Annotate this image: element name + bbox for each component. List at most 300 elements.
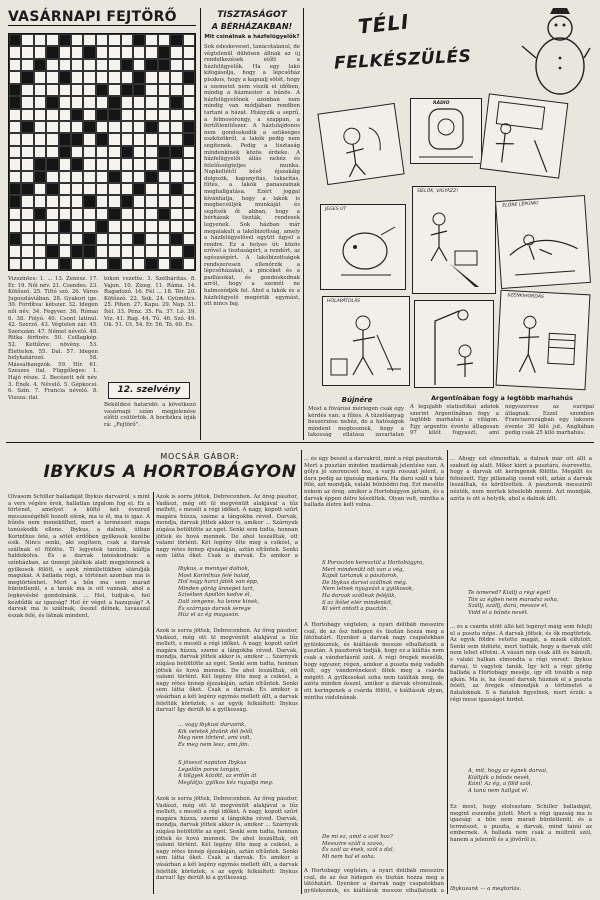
- crossword-cell: [9, 46, 21, 58]
- crossword-cell: [121, 195, 133, 207]
- crossword-cell: [34, 96, 46, 108]
- crossword-cell: [108, 220, 120, 232]
- crossword-cell: [108, 84, 120, 96]
- crossword-cell: [83, 46, 95, 58]
- crossword-cell: [108, 258, 120, 270]
- crossword-cell: [121, 171, 133, 183]
- ibykus-column-1: Olvasom Schiller balladáját Ibykus darvairól, s mint a vers végére érek, hallatlan izgalom fog el. Ez a történet, amelyet a költő két évezred messzeségéből hozott elénk, ma is él, ma is igaz. A bűnös nem menekülhet, mert a természet maga tanúskodik ellene. Ibykus, a dalnok, útban Korinthus felé, a sötét erdőben gyilkosok kezébe esik. Nincs senki, aki segítsen, csak a darvak szállnak el fölötte. Ti legyetek tanúim, kiáltja haldokolva. És a darvak tanúskodnak: a színházban, az ünnepi játékok alatt megjelennek a gyilkosok fölött, s azok rémületükben elárulják magukat. A ballada régi, a történet azonban ma is megtörténhet. Mert a bűn ma sem marad büntetlenül, s a tanúk ma is ott vannak, ahol a legkevésbé gondolnánk. ... Hol, tudjuk-e, hol kezdődik az igazság? Hol ér véget a hazugság? A darvak ma is szállnak, ősszel délnek, tavasszal észak felé, és látnak mindent.: [8, 494, 150, 619]
- crossword-coupon-number: 12. szelvény: [108, 382, 190, 399]
- crossword-cell: [83, 158, 95, 170]
- crossword-cell: [170, 158, 182, 170]
- crossword-cell: [170, 171, 182, 183]
- crossword-cell: [46, 146, 58, 158]
- crossword-cell: [145, 34, 157, 46]
- crossword-cell: [59, 158, 71, 170]
- crossword-cell: [145, 208, 157, 220]
- crossword-coupon-text: Beküldési határidő: a következő vasárnapi szám megjelenése előtti csütörtök. A borítékra írják rá: „Fejtörő”.: [104, 402, 196, 428]
- snowman-illustration: [520, 8, 592, 104]
- crossword-cell: [133, 34, 145, 46]
- ibykus-poem-4: S Poroszlón keresztül a Hortobágyra, Mert mindenütt ott van a vég, Kapát tartanak a pásztorok, De Ibykus darvai szállnak még. Nem lelnek nyugvást a gyilkosok, Ha darvak szállnak feléjük, S az ítélet elér mindenkit, Ki vért ontott a pusztán.: [322, 560, 425, 613]
- crossword-cell: [170, 245, 182, 257]
- crossword-cell: [34, 258, 46, 270]
- crossword-cell: [121, 220, 133, 232]
- crossword-cell: [96, 133, 108, 145]
- crossword-cell: [170, 59, 182, 71]
- crossword-cell: [121, 71, 133, 83]
- crossword-cell: [158, 59, 170, 71]
- crossword-cell: [108, 195, 120, 207]
- crossword-cell: [96, 109, 108, 121]
- crossword-cell: [21, 46, 33, 58]
- crossword-cell: [71, 84, 83, 96]
- crossword-cell: [108, 133, 120, 145]
- crossword-cell: [183, 208, 195, 220]
- crossword-cell: [46, 46, 58, 58]
- crossword-cell: [183, 158, 195, 170]
- crossword-cell: [59, 258, 71, 270]
- column-divider: [303, 8, 304, 440]
- cleanliness-headline-2: A BÉRHÁZAKBAN!: [211, 22, 293, 31]
- crossword-cell: [183, 220, 195, 232]
- crossword-cell: [34, 220, 46, 232]
- crossword-grid: [8, 33, 196, 271]
- ibykus-column-3: ... és úgy beszél a darvakról, mint a régi pásztorok. Mert a pusztán minden madárnak jelentése van. A gólya jó szerencsét hoz, a varjú rosszat jelent, a daru pedig az igazság madara. Ha daru száll a ház fölé, azt mondják, valaki bűnhődni fog. Ezt mesélte nekem az öreg, amikor a Hortobágyon jártam, és a darvak éppen délre készültek. Olyan volt, mintha a ballada életre kelt volna.: [304, 456, 444, 509]
- crossword-clues-left: Vízszintes: 1. ... 13. Zenész. 17. Ér. 19. Női név. 21. Csendes. 23. Kötőszó. 25. Tiltó szó. 26. Város Jugoszláviában. 28. Gyakori ige. 30. Fordítva: kétszer. 32. Idegen női név. 34. Fegyver. 36. Római 6. 38. Folyó. 40. Csont latinul. 42. Szerző. 43. Végtelen zár. 45. Szerszám. 47. Német névelő. 48. Ritka férfinév. 50. Csillagkép. 52. Kettőzve: növény. 53. Élettelen. 55. Dal. 57. Idegen helyhatározó. 58. Mássalhangzók. 59. Hír. 61. Szeszes ital. Függőleges: 1. Hajó része. 2. Becézett női név. 3. Ének. 4. Névelő. 5. Gépkocsi. 6. Szín. 7. Francia névelő. 8. Vissza: ital.: [8, 276, 98, 401]
- crossword-cell: [83, 183, 95, 195]
- crossword-cell: [83, 171, 95, 183]
- crossword-cell: [145, 171, 157, 183]
- crossword-cell: [71, 121, 83, 133]
- crossword-cell: [108, 146, 120, 158]
- crossword-cell: [108, 233, 120, 245]
- crossword-cell: [96, 245, 108, 257]
- ibykus-poem-3: S jöveszt napúton Ibykus Legelőin poros tanyán, A tölgyek között, az erdőn át Meglátja: gyilkos kéz ragadja meg.: [178, 760, 274, 786]
- crossword-cell: [21, 245, 33, 257]
- crossword-cell: [83, 258, 95, 270]
- crossword-cell: [9, 158, 21, 170]
- crossword-cell: [108, 59, 120, 71]
- ibykus-poem-7: A, mit, hogy az égnek darvai, Kiáltják a bűnös nevét, Káni! Az ég, a föld szól, A tanú nem hallgat el.: [468, 768, 548, 794]
- crossword-cell: [170, 121, 182, 133]
- crossword-cell: [46, 195, 58, 207]
- crossword-cell: [158, 71, 170, 83]
- crossword-cell: [96, 59, 108, 71]
- crossword-cell: [9, 59, 21, 71]
- winter-title-line-2: FELKÉSZÜLÉS: [333, 46, 472, 74]
- crossword-cell: [96, 258, 108, 270]
- crossword-cell: [183, 121, 195, 133]
- coal-cartoon: [496, 290, 591, 391]
- crossword-cell: [121, 183, 133, 195]
- winter-title-line-1: TÉLI: [356, 9, 411, 39]
- crossword-cell: [170, 96, 182, 108]
- crossword-cell: [83, 96, 95, 108]
- ibykus-column-2c: Azok is sorra jöttek, Debrecenben. Az öreg pásztor, Vadászi, még ott ül megvénült alakjával a tűz mellett, s meséli a régi időket. A nagy, kopott szűrt magára húzza, szeme a lángokba réved. Darvak, mondja, darvak jöttek akkor is, amikor ... Szárnyuk zúgása betöltötte az eget. Senki sem tudta, honnan jöttek és hová mennek. De ahol leszálltak, ott valami történt. Két legény ölte meg a csikóst, a nagy rétes ünnep éjszakáján, aztán eltűntek. Senki sem látta őket. Csak a darvak. És amikor a vásárban a két legény egymás mellett állt, a darvak felettük köröztek, s az egyik felkiáltott: Ibykus darvai! Így derült ki a gyilkosság.: [156, 796, 298, 882]
- crossword-cell: [133, 158, 145, 170]
- crossword-cell: [121, 84, 133, 96]
- ibykus-poem-6: Te ismered? Kiáltj a régi eget! Tán az égben nem maradsz soha, Szállj, szállj, darú, messze el, Vidd el a bűnös nevét.: [468, 590, 559, 616]
- crossword-cell: [21, 133, 33, 145]
- crossword-cell: [9, 183, 21, 195]
- crossword-cell: [21, 183, 33, 195]
- crossword-cell: [108, 183, 120, 195]
- crossword-cell: [21, 195, 33, 207]
- crossword-cell: [121, 245, 133, 257]
- crossword-cell: [183, 34, 195, 46]
- crossword-cell: [158, 34, 170, 46]
- cleanliness-body: Sok édeskeveset, tanácstalanul, de végtelenül dühösen állnak az új rendelkezések előtt a házfelügyelők. Ha egy lakó kifogásolja, hogy a lépcsőház piszkos, hogy a kapualj sötét, hogy a szemetet nem viszik el időben, mindig a házmester a bűnös. A házfelügyelőnek azonban nem mindig van módjában rendben tartani a házat. Hiányzik a seprű, a felmosórongy, a szappan, a fertőtlenítőszer. A háztulajdonos nem gondoskodik a szükséges eszközökről, a lakók pedig nem segítenek. Pedig a tisztaság mindenkinek közös érdeke. A házfelügyelői állás nehéz és felelősségteljes munka. Napkeltétől késő éjszakáig dolgozik, kapunyitás, takarítás, fűtés, a lakók panaszainak meghallgatása. Ezért joggal kívánhatja, hogy a lakók is megbecsüljék munkáját és segítsék őt abban, hogy a bérházak tiszták, rendesek legyenek. Sok házban már megalakult a lakóbizottság, amely a házfelügyelővel együtt ügyel a rendre. Ez a helyes út: közös erővel a tisztaságért, a rendért, az egészségért. A lakóbizottságok rendszeresen ellenőrzik a lépcsőházakat, a pincéket és a padlásokat, és gondoskodnak arról, hogy a szemét ne halmozódjék fel. Ahol a lakók és a házfelügyelő megértik egymást, ott nincs baj.: [204, 44, 300, 308]
- crossword-cell: [145, 220, 157, 232]
- crossword-cell: [121, 146, 133, 158]
- crossword-cell: [121, 96, 133, 108]
- crossword-cell: [121, 258, 133, 270]
- ibykus-column-3c: A Hortobágy végtelen, a nyári délibáb messzire csal, de az ősz hidegen és tisztán hozza meg a látóhatárt. Ilyenkor a darvak nagy csapatokban gyülekeznek, és kiáltásuk messze elhallatszik a: [304, 868, 444, 894]
- crossword-cell: [133, 195, 145, 207]
- crossword-cell: [133, 84, 145, 96]
- crossword-cell: [183, 245, 195, 257]
- crossword-cell: [170, 183, 182, 195]
- short-note-title: Bújnére: [341, 396, 373, 404]
- ibykus-column-3b: A Hortobágy végtelen, a nyári délibáb messzire csal, de az ősz hidegen és tisztán hozza meg a látóhatárt. Ilyenkor a darvak nagy csapatokban gyülekeznek, és kiáltásuk messze elhallatszik a pusztán. A pásztorok tudják, hogy ez a kiáltás nem csak a vándorlásról szól. A régi öregek mesélik, hogy egyszer, régen, amikor a puszta még vadabb volt, egy vándorénekest öltek meg a csárda mögött. A gyilkosokat soha nem találták meg, de azóta minden ősszel, amikor a darvak elvonulnak, ott keringenek a csárda fölött, s kiáltásuk olyan, mintha vádolnának.: [304, 622, 444, 701]
- crossword-cell: [34, 109, 46, 121]
- crossword-cell: [183, 133, 195, 145]
- crossword-cell: [170, 195, 182, 207]
- crossword-cell: [158, 258, 170, 270]
- crossword-cell: [96, 208, 108, 220]
- crossword-cell: [145, 183, 157, 195]
- crossword-cell: [108, 96, 120, 108]
- crossword-cell: [21, 171, 33, 183]
- crossword-cell: [170, 233, 182, 245]
- crossword-cell: [34, 146, 46, 158]
- crossword-cell: [21, 208, 33, 220]
- crossword-cell: [59, 34, 71, 46]
- crossword-cell: [59, 109, 71, 121]
- crossword-cell: [59, 171, 71, 183]
- crossword-cell: [108, 158, 120, 170]
- ice-road-cartoon: [320, 204, 406, 290]
- crossword-cell: [133, 233, 145, 245]
- cleanliness-subtitle: Mit csinálnak a házfelügyelők?: [204, 34, 300, 40]
- crossword-cell: [183, 71, 195, 83]
- crossword-cell: [46, 233, 58, 245]
- crossword-cell: [121, 121, 133, 133]
- crossword-cell: [170, 71, 182, 83]
- crossword-cell: [133, 171, 145, 183]
- crossword-cell: [71, 171, 83, 183]
- sweeping-cartoon: [322, 296, 410, 386]
- crossword-cell: [170, 109, 182, 121]
- crossword-cell: [9, 121, 21, 133]
- crossword-cell: [158, 171, 170, 183]
- crossword-cell: [71, 146, 83, 158]
- ibykus-title: IBYKUS A HORTOBÁGYON: [43, 462, 297, 482]
- crossword-cell: [59, 146, 71, 158]
- crossword-cell: [71, 195, 83, 207]
- crossword-cell: [133, 208, 145, 220]
- crossword-cell: [83, 146, 95, 158]
- crossword-cell: [71, 71, 83, 83]
- crossword-cell: [21, 71, 33, 83]
- short-note-body: Most a fővárosi mérlegen csak egy kérdés van: a fűtés. A tüzelőanyag beszerzése nehéz, de a hatóságok mindent megtesznek, hogy a lakosság ellátása zavartalan: [308, 406, 404, 438]
- crossword-cell: [183, 195, 195, 207]
- sled-cartoon: [495, 195, 591, 289]
- crossword-cell: [34, 183, 46, 195]
- crossword-cell: [9, 84, 21, 96]
- crossword-cell: [158, 233, 170, 245]
- crossword-cell: [183, 59, 195, 71]
- ibykus-column-2: Azok is sorra jöttek, Debrecenben. Az öreg pásztor, Vadászi, még ott ül megvénült alakjával a tűz mellett, s meséli a régi időket. A nagy, kopott szűrt magára húzza, szeme a lángokba réved. Darvak, mondja, darvak jöttek akkor is, amikor ... Szárnyuk zúgása betöltötte az eget. Senki sem tudta, honnan jöttek és hová mennek. De ahol leszálltak, ott valami történt. Két legény ölte meg a csikóst, a nagy rétes ünnep éjszakáján, aztán eltűntek. Senki sem látta őket. Csak a darvak. És amikor a: [156, 494, 298, 558]
- crossword-cell: [9, 195, 21, 207]
- crossword-cell: [158, 96, 170, 108]
- crossword-cell: [145, 109, 157, 121]
- crossword-cell: [9, 71, 21, 83]
- crossword-cell: [34, 46, 46, 58]
- crossword-cell: [83, 195, 95, 207]
- crossword-cell: [9, 233, 21, 245]
- crossword-cell: [133, 245, 145, 257]
- crossword-cell: [133, 109, 145, 121]
- crossword-cell: [59, 71, 71, 83]
- crossword-cell: [145, 146, 157, 158]
- crossword-cell: [108, 109, 120, 121]
- crossword-cell: [46, 220, 58, 232]
- crossword-cell: [71, 245, 83, 257]
- crossword-cell: [183, 183, 195, 195]
- crossword-cell: [34, 84, 46, 96]
- crossword-cell: [158, 195, 170, 207]
- crossword-cell: [96, 220, 108, 232]
- sled-caption: ELŐRE LÉPÜNK!: [502, 201, 540, 209]
- radio-cartoon: [410, 98, 482, 164]
- crossword-cell: [96, 71, 108, 83]
- crossword-cell: [9, 146, 21, 158]
- crossword-cell: [183, 84, 195, 96]
- crossword-cell: [34, 245, 46, 257]
- crossword-cell: [46, 59, 58, 71]
- ibykus-poem-1: Ibykus, a mennyei dalnok, Most Korinthus felé halad, Hol nagy harci játék van épp, Minden görög ünnepet tart, Szívében Apollón kedve él, Dalt zengene, ha lenne kinek, És szárnyas darvak serege Húz el az ég magasán.: [178, 566, 260, 619]
- crossword-cell: [145, 133, 157, 145]
- crossword-cell: [83, 245, 95, 257]
- crossword-cell: [71, 220, 83, 232]
- crossword-cell: [46, 158, 58, 170]
- crossword-cell: [34, 121, 46, 133]
- crossword-cell: [46, 71, 58, 83]
- ibykus-author: MOCSÁR GÁBOR:: [160, 452, 240, 461]
- crossword-cell: [59, 208, 71, 220]
- crossword-cell: [9, 171, 21, 183]
- crossword-cell: [59, 220, 71, 232]
- crossword-cell: [145, 258, 157, 270]
- crossword-cell: [108, 171, 120, 183]
- crossword-cell: [133, 96, 145, 108]
- crossword-cell: [158, 208, 170, 220]
- crossword-cell: [145, 158, 157, 170]
- crossword-cell: [158, 146, 170, 158]
- crossword-cell: [183, 109, 195, 121]
- crossword-cell: [34, 208, 46, 220]
- crossword-cell: [183, 258, 195, 270]
- crossword-cell: [96, 96, 108, 108]
- crossword-cell: [121, 133, 133, 145]
- crossword-cell: [71, 233, 83, 245]
- crossword-cell: [46, 133, 58, 145]
- crossword-cell: [96, 158, 108, 170]
- crossword-cell: [145, 46, 157, 58]
- crossword-cell: [133, 220, 145, 232]
- ibykus-column-2b: Azok is sorra jöttek, Debrecenben. Az öreg pásztor, Vadászi, még ott ül megvénült alakjával a tűz mellett, s meséli a régi időket. A nagy, kopott szűrt magára húzza, szeme a lángokba réved. Darvak, mondja, darvak jöttek akkor is, amikor ... Szárnyuk zúgása betöltötte az eget. Senki sem tudta, honnan jöttek és hová mennek. De ahol leszálltak, ott valami történt. Két legény ölte meg a csikóst, a nagy rétes ünnep éjszakáján, aztán eltűntek. Senki sem látta őket. Csak a darvak. És amikor a vásárban a két legény egymás mellett állt, a darvak felettük köröztek, s az egyik felkiáltott: Ibykus darvai! Így derült ki a gyilkosság.: [156, 628, 298, 714]
- crossword-cell: [170, 208, 182, 220]
- skier-caption: SÍELŐK, VIGYÁZZ!: [417, 189, 459, 194]
- crossword-cell: [9, 109, 21, 121]
- crossword-cell: [108, 46, 120, 58]
- crossword-cell: [59, 121, 71, 133]
- crossword-cell: [96, 34, 108, 46]
- crossword-cell: [83, 34, 95, 46]
- crossword-cell: [71, 34, 83, 46]
- argentina-body: A legújabb statisztikai adatok szerint Argentínában fogy a legtöbb marhahús a világon. Egy argentin évente átlagosan 97 kilót fogyaszt, ami négyszerese az európai átlagnak. Ezzel szemben Franciaországban egy lakosra évente 30 kiló jut, Angliában pedig csak 25 kiló marhahús.: [410, 404, 594, 437]
- crossword-cell: [170, 146, 182, 158]
- crossword-cell: [145, 121, 157, 133]
- crossword-cell: [71, 208, 83, 220]
- crossword-title: VASÁRNAPI FEJTÖRŐ: [8, 9, 196, 26]
- crossword-cell: [9, 208, 21, 220]
- crossword-cell: [9, 133, 21, 145]
- snowfall-cartoon: [317, 103, 404, 185]
- crossword-cell: [71, 96, 83, 108]
- crossword-cell: [158, 245, 170, 257]
- crossword-cell: [170, 46, 182, 58]
- crossword-cell: [170, 220, 182, 232]
- column-divider: [301, 450, 302, 894]
- crossword-cell: [170, 258, 182, 270]
- ibykus-poem-5: De mi ez, amit a szél hoz? Messzire száll a szava, És szól az ének, szól a dal, Mi nem hal el soha.: [322, 834, 395, 860]
- crossword-cell: [96, 171, 108, 183]
- crossword-cell: [121, 46, 133, 58]
- crossword-cell: [158, 121, 170, 133]
- ibykus-column-4b: ... és a csárda előtt álló két legényt máig sem felejti el a puszta népe. A darvak jöttek, és ők megtörtek. Az egyik földre vetette magát, a másik elfutott. Senki sem üldözte, mert tudták, hogy a darvak elől nem lehet elfutni. A vásári nép csak állt és bámult, s valaki halkan elmondta a régi verset: Ibykus darvai, ti vagytok tanúk. Így lett a régi görög ballada a Hortobágy meséje, így élt tovább a nép ajkán. Ma is, ha ősszel darvak húznak el a puszta felett, az öregek elmondják a történetet a fiataloknak. S a fiatalok figyelnek, mert érzik: a régi mese igazságot hirdet.: [450, 624, 592, 703]
- crossword-cell: [145, 59, 157, 71]
- ibykus-column-4c: Ez most, hogy elolvastam Schiller balladáját, megint eszembe jutott. Mert a régi igazság ma is igazság: a bűn nem marad büntetlenül, és a természet, a puszta, a darvak, mind tanúi az embernek. A ballada nem csak a múltról szól, hanem a jelenről és a jövőről is.: [450, 804, 592, 843]
- crossword-cell: [158, 84, 170, 96]
- column-divider: [153, 492, 154, 894]
- crossword-cell: [108, 245, 120, 257]
- crossword-cell: [96, 183, 108, 195]
- ice-road-caption: JEGES ÚT: [325, 207, 347, 212]
- crossword-cell: [121, 34, 133, 46]
- crossword-cell: [83, 84, 95, 96]
- crossword-cell: [46, 208, 58, 220]
- crossword-cell: [59, 245, 71, 257]
- crossword-cell: [83, 220, 95, 232]
- ibykus-signoff: Ibykusunk — a megtorlás.: [450, 886, 522, 892]
- crossword-cell: [133, 46, 145, 58]
- crossword-cell: [71, 46, 83, 58]
- crossword-cell: [9, 96, 21, 108]
- crossword-cell: [71, 258, 83, 270]
- crossword-cell: [83, 109, 95, 121]
- radio-sign: RÁDIÓ: [433, 101, 450, 106]
- crossword-cell: [145, 84, 157, 96]
- crossword-cell: [21, 258, 33, 270]
- crossword-cell: [121, 109, 133, 121]
- crossword-cell: [158, 46, 170, 58]
- crossword-cell: [34, 233, 46, 245]
- crossword-cell: [34, 133, 46, 145]
- crossword-cell: [59, 59, 71, 71]
- coal-caption: SZÉNKIHORDÁS: [507, 293, 544, 300]
- crossword-cell: [46, 183, 58, 195]
- crossword-cell: [59, 195, 71, 207]
- crossword-cell: [46, 109, 58, 121]
- crossword-cell: [96, 195, 108, 207]
- crossword-cell: [9, 34, 21, 46]
- crossword-cell: [83, 59, 95, 71]
- crossword-cell: [34, 34, 46, 46]
- crossword-cell: [59, 46, 71, 58]
- crossword-cell: [133, 59, 145, 71]
- crossword-cell: [9, 220, 21, 232]
- crossword-cell: [9, 245, 21, 257]
- crossword-clues-right: tókon vezette. 3. Szélhárítás. 8. Vajon. 10. Zizeg. 11. Ráma. 14. Ragadozó. 16. Fél ... 18. Tér. 20. Kötőszó. 22. Sok. 24. Gyümölcs. 25. Pihen. 27. Kapu. 29. Nap. 31. Ítél. 33. Pénz. 35. Fa. 37. Ló. 39. Víz. 41. Rag. 44. Tű. 46. Szó. 49. Ok. 51. Út. 54. Ér. 56. Tó. 60. Es.: [104, 276, 196, 329]
- sweeping-caption: HÓLAPÁTOLÁS: [327, 299, 361, 304]
- crossword-cell: [108, 208, 120, 220]
- crossword-cell: [121, 59, 133, 71]
- column-divider: [200, 8, 201, 440]
- crossword-cell: [145, 96, 157, 108]
- crossword-cell: [21, 59, 33, 71]
- crossword-cell: [183, 46, 195, 58]
- ibykus-column-4: ... Ahogy ezt elmondták, a dalnok már ott állt a szabad ég alatt. Mikor kiért a pusztára, észrevette, hogy a darvak ott keringenek fölötte. Megállt és felnézett. Egy pillanatig csend volt, aztán a darvak leszálltak, és körülvették. A pásztorok messziről nézték, nem mertek közelebb menni. Azt mondják, azóta is ott a helyük, ahol a dalnok állt.: [450, 456, 592, 502]
- crossword-cell: [46, 245, 58, 257]
- section-divider: [6, 442, 594, 443]
- crossword-cell: [21, 233, 33, 245]
- crossword-cell: [158, 183, 170, 195]
- cleanliness-headline-1: TISZTASÁGOT: [217, 10, 287, 20]
- crossword-cell: [133, 133, 145, 145]
- crossword-cell: [170, 84, 182, 96]
- crossword-cell: [108, 71, 120, 83]
- crossword-cell: [158, 133, 170, 145]
- crossword-cell: [21, 146, 33, 158]
- crossword-cell: [170, 34, 182, 46]
- crossword-cell: [34, 195, 46, 207]
- skier-cartoon: [412, 186, 496, 294]
- crossword-cell: [96, 233, 108, 245]
- crossword-cell: [133, 71, 145, 83]
- crossword-cell: [21, 220, 33, 232]
- crossword-cell: [9, 258, 21, 270]
- crossword-cell: [83, 233, 95, 245]
- crossword-cell: [158, 158, 170, 170]
- crossword-cell: [133, 121, 145, 133]
- argentina-headline: Argentínában fogy a legtöbb marhahús: [431, 394, 573, 402]
- crossword-cell: [59, 84, 71, 96]
- crossword-cell: [108, 34, 120, 46]
- crossword-cell: [21, 158, 33, 170]
- crossword-cell: [96, 84, 108, 96]
- crossword-cell: [158, 220, 170, 232]
- crossword-cell: [183, 233, 195, 245]
- crossword-cell: [46, 34, 58, 46]
- crossword-cell: [145, 233, 157, 245]
- crossword-cell: [83, 121, 95, 133]
- crossword-cell: [183, 146, 195, 158]
- crossword-cell: [21, 96, 33, 108]
- crossword-cell: [96, 146, 108, 158]
- crossword-cell: [59, 133, 71, 145]
- crossword-cell: [170, 133, 182, 145]
